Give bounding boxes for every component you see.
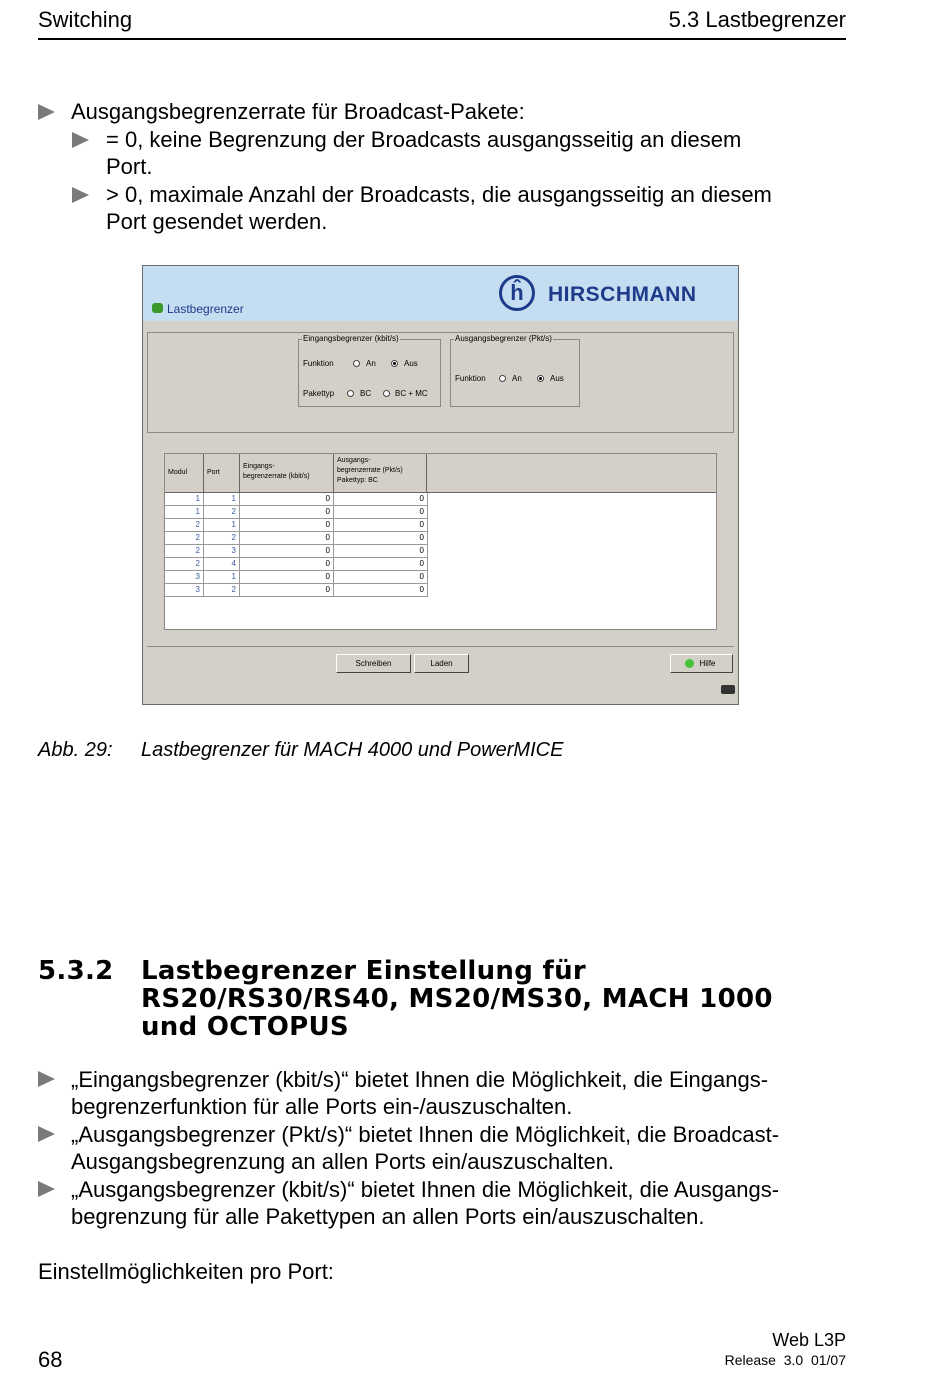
table-cell[interactable]: 0 bbox=[240, 571, 334, 583]
egress-off-radio[interactable] bbox=[537, 375, 544, 382]
radio-label: BC + MC bbox=[395, 389, 428, 398]
load-button[interactable]: Laden bbox=[414, 654, 469, 673]
table-row bbox=[165, 545, 428, 558]
table-cell: 2 bbox=[165, 519, 204, 531]
table-cell[interactable]: 0 bbox=[334, 506, 428, 518]
figure-caption: Lastbegrenzer für MACH 4000 und PowerMICE bbox=[141, 739, 564, 761]
table-cell[interactable]: 0 bbox=[240, 506, 334, 518]
bullet-arrow-icon bbox=[38, 1071, 55, 1087]
hirschmann-logo-icon: ĥ bbox=[499, 275, 535, 311]
bullet-text: Port. bbox=[106, 154, 153, 179]
table-cell: 1 bbox=[204, 519, 240, 531]
ingress-on-radio[interactable] bbox=[353, 360, 360, 367]
radio-label: Aus bbox=[550, 374, 564, 383]
radio-label: Aus bbox=[404, 359, 418, 368]
ingress-legend: Eingangsbegrenzer (kbit/s) bbox=[303, 334, 399, 343]
table-cell: 3 bbox=[165, 584, 204, 596]
settings-panel bbox=[147, 332, 734, 433]
bullet-arrow-icon bbox=[38, 104, 55, 120]
radio-label: An bbox=[512, 374, 522, 383]
ingress-group bbox=[298, 334, 441, 407]
column-header: Ausgangs- begrenzerrate (Pkt/s) Pakettyp: BC bbox=[334, 454, 427, 492]
table-cell[interactable]: 0 bbox=[240, 558, 334, 570]
bullet-text: begrenzung für alle Pakettypen an allen Ports ein/auszuschalten. bbox=[71, 1204, 705, 1229]
section-number: 5.3.2 bbox=[38, 956, 114, 986]
section-title-line: Lastbegrenzer Einstellung für bbox=[141, 956, 587, 986]
help-button[interactable] bbox=[670, 654, 733, 673]
egress-on-radio[interactable] bbox=[499, 375, 506, 382]
bullet-text: = 0, keine Begrenzung der Broadcasts ausgangsseitig an diesem bbox=[106, 127, 742, 152]
closing-text: Einstellmöglichkeiten pro Port: bbox=[38, 1259, 334, 1284]
table-cell[interactable]: 0 bbox=[240, 519, 334, 531]
port-table bbox=[164, 453, 717, 630]
status-indicator-icon bbox=[721, 685, 735, 694]
bullet-text: begrenzerfunktion für alle Ports ein-/auszuschalten. bbox=[71, 1094, 573, 1119]
column-header: Eingangs- begrenzerrate (kbit/s) bbox=[240, 454, 334, 492]
table-row bbox=[165, 519, 428, 532]
section-title-line: RS20/RS30/RS40, MS20/MS30, MACH 1000 bbox=[141, 984, 773, 1014]
funktion-label: Funktion bbox=[303, 359, 334, 368]
table-cell: 2 bbox=[204, 584, 240, 596]
table-cell[interactable]: 0 bbox=[240, 545, 334, 557]
table-row bbox=[165, 493, 428, 506]
radio-label: An bbox=[366, 359, 376, 368]
table-row bbox=[165, 584, 428, 597]
bullet-text: Ausgangsbegrenzung an allen Ports ein/auszuschalten. bbox=[71, 1149, 615, 1174]
table-cell[interactable]: 0 bbox=[240, 493, 334, 505]
bullet-arrow-icon bbox=[72, 187, 89, 203]
table-cell: 4 bbox=[204, 558, 240, 570]
column-header: Port bbox=[204, 454, 240, 492]
pakettyp-label: Pakettyp bbox=[303, 389, 335, 398]
figure-number: Abb. 29: bbox=[38, 739, 113, 761]
help-icon bbox=[685, 659, 694, 668]
table-cell: 2 bbox=[165, 558, 204, 570]
table-cell[interactable]: 0 bbox=[334, 493, 428, 505]
table-cell[interactable]: 0 bbox=[334, 558, 428, 570]
page-number: 68 bbox=[38, 1347, 63, 1372]
table-cell: 2 bbox=[204, 532, 240, 544]
table-cell: 1 bbox=[165, 493, 204, 505]
table-row bbox=[165, 532, 428, 545]
bullet-arrow-icon bbox=[38, 1181, 55, 1197]
write-button[interactable]: Schreiben bbox=[336, 654, 411, 673]
table-cell: 1 bbox=[204, 493, 240, 505]
lastbegrenzer-screenshot bbox=[142, 265, 739, 705]
table-cell: 2 bbox=[165, 545, 204, 557]
bullet-text: > 0, maximale Anzahl der Broadcasts, die ausgangsseitig an diesem bbox=[106, 182, 772, 207]
pakettyp-bc-radio[interactable] bbox=[347, 390, 354, 397]
table-header bbox=[165, 454, 716, 493]
table-cell[interactable]: 0 bbox=[334, 532, 428, 544]
table-cell: 3 bbox=[165, 571, 204, 583]
bullet-arrow-icon bbox=[38, 1126, 55, 1142]
bullet-text: Ausgangsbegrenzerrate für Broadcast-Pakete: bbox=[71, 99, 525, 124]
table-cell[interactable]: 0 bbox=[334, 545, 428, 557]
egress-group bbox=[450, 334, 580, 407]
table-row bbox=[165, 558, 428, 571]
help-label: Hilfe bbox=[699, 659, 716, 668]
table-cell: 2 bbox=[204, 506, 240, 518]
bullet-text: „Ausgangsbegrenzer (Pkt/s)“ bietet Ihnen die Möglichkeit, die Broadcast- bbox=[71, 1122, 780, 1147]
running-header-left: Switching bbox=[38, 7, 133, 32]
table-cell: 1 bbox=[165, 506, 204, 518]
running-header-right: 5.3 Lastbegrenzer bbox=[668, 7, 846, 32]
bullet-text: Port gesendet werden. bbox=[106, 209, 328, 234]
bullet-arrow-icon bbox=[72, 132, 89, 148]
header-rule bbox=[38, 38, 846, 40]
table-cell: 1 bbox=[204, 571, 240, 583]
radio-label: BC bbox=[360, 389, 372, 398]
table-cell: 2 bbox=[165, 532, 204, 544]
app-icon bbox=[152, 303, 163, 313]
table-cell[interactable]: 0 bbox=[240, 584, 334, 596]
table-cell[interactable]: 0 bbox=[334, 584, 428, 596]
table-cell[interactable]: 0 bbox=[334, 519, 428, 531]
pakettyp-bcmc-radio[interactable] bbox=[383, 390, 390, 397]
footer-release: Release 3.0 01/07 bbox=[724, 1352, 846, 1368]
funktion-label: Funktion bbox=[455, 374, 486, 383]
section-title-line: und OCTOPUS bbox=[141, 1012, 349, 1042]
table-cell[interactable]: 0 bbox=[240, 532, 334, 544]
table-cell: 3 bbox=[204, 545, 240, 557]
table-row bbox=[165, 506, 428, 519]
table-row bbox=[165, 571, 428, 584]
table-cell[interactable]: 0 bbox=[334, 571, 428, 583]
bullet-text: „Ausgangsbegrenzer (kbit/s)“ bietet Ihnen die Möglichkeit, die Ausgangs- bbox=[71, 1177, 780, 1202]
brand-name: HIRSCHMANN bbox=[548, 283, 697, 306]
footer-product: Web L3P bbox=[772, 1330, 846, 1350]
ingress-off-radio[interactable] bbox=[391, 360, 398, 367]
egress-legend: Ausgangsbegrenzer (Pkt/s) bbox=[455, 334, 552, 343]
column-header: Modul bbox=[165, 454, 204, 492]
screenshot-title: Lastbegrenzer bbox=[167, 302, 244, 316]
bullet-text: „Eingangsbegrenzer (kbit/s)“ bietet Ihnen die Möglichkeit, die Eingangs- bbox=[71, 1067, 769, 1092]
